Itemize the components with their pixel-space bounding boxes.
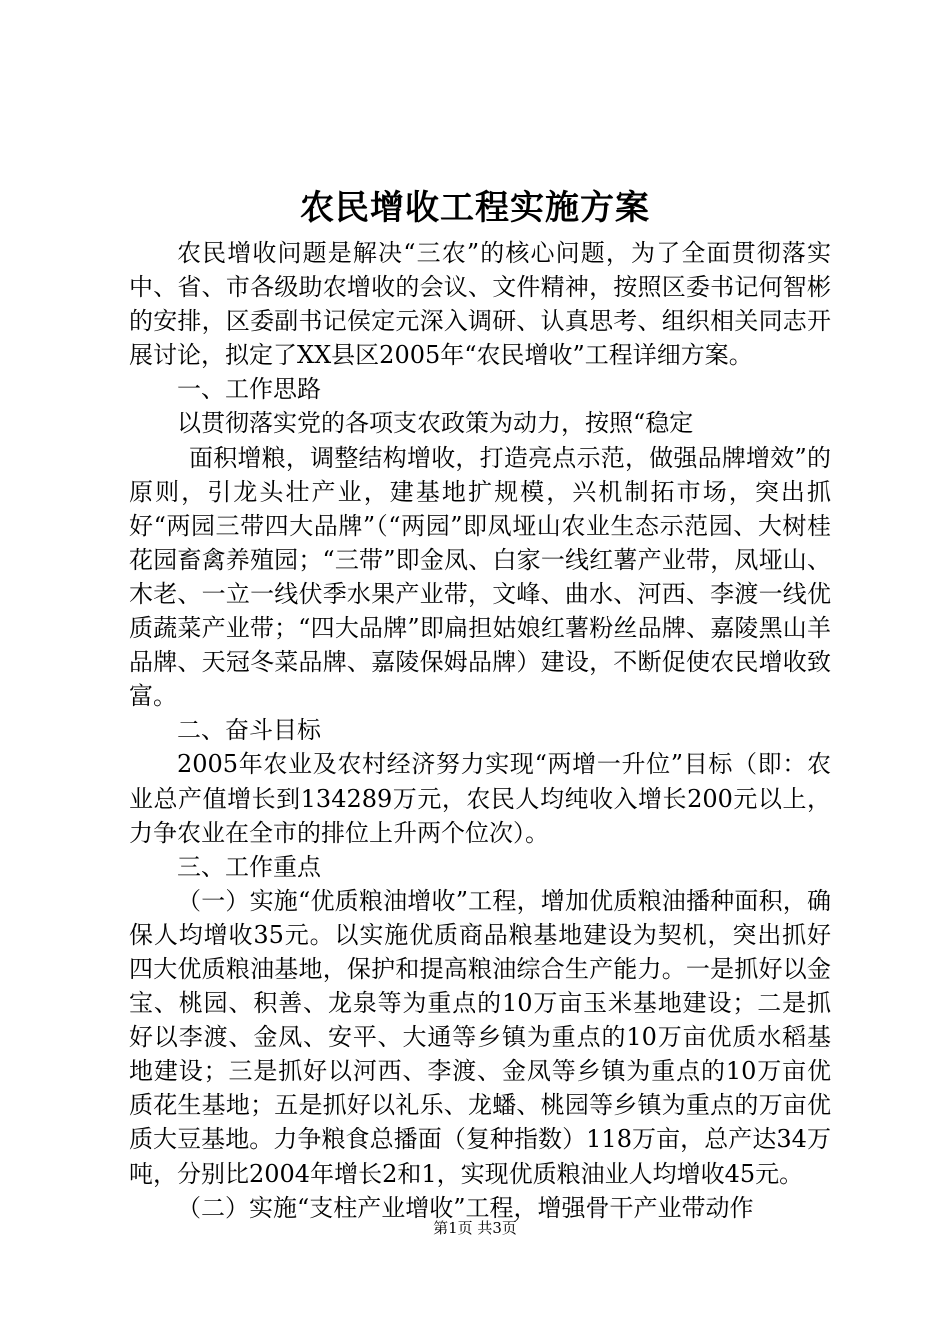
work-approach-paragraph-start: 以贯彻落实党的各项支农政策为动力，按照“稳定 <box>177 409 694 438</box>
intro-paragraph: 农民增收问题是解决“三农”的核心问题，为了全面贯彻落实中、省、市各级助农增收的会议、文件精神，按照区委书记何智彬的安排，区委副书记侯定元深入调研、认真思考、组织相关同志开展讨论，拟定了XX县区2005年“农民增收”工程详细方案。 <box>129 239 831 370</box>
section-heading-goals: 二、奋斗目标 <box>177 716 321 745</box>
section-heading-key-work: 三、工作重点 <box>177 852 321 881</box>
key-work-item-2-paragraph: （二）实施“支柱产业增收”工程，增强骨干产业带动作 <box>177 1193 754 1222</box>
page-footer: 第1页 共3页 <box>433 1219 517 1237</box>
document-body <box>129 236 831 1225</box>
document-title: 农民增收工程实施方案 <box>300 188 650 228</box>
section-heading-work-approach: 一、工作思路 <box>177 375 321 404</box>
work-approach-paragraph-continued: 面积增粮，调整结构增收，打造亮点示范，做强品牌增效”的原则，引龙头壮产业，建基地扩规模，兴机制拓市场，突出抓好“两园三带四大品牌”（“两园”即凤垭山农业生态示范园、大树桂花园畜禽养殖园；“三带”即金凤、白家一线红薯产业带，凤垭山、木老、一立一线伏季水果产业带，文峰、曲水、河西、李渡一线优质蔬菜产业带；“四大品牌”即扁担姑娘红薯粉丝品牌、嘉陵黑山羊品牌、天冠冬菜品牌、嘉陵保姆品牌）建设，不断促使农民增收致富。 <box>129 443 831 711</box>
goals-paragraph: 2005年农业及农村经济努力实现“两增一升位”目标（即：农业总产值增长到134289万元，农民人均纯收入增长200元以上，力争农业在全市的排位上升两个位次）。 <box>129 750 831 847</box>
key-work-item-1-paragraph: （一）实施“优质粮油增收”工程，增加优质粮油播种面积，确保人均增收35元。以实施优质商品粮基地建设为契机，突出抓好四大优质粮油基地，保护和提高粮油综合生产能力。一是抓好以金宝、桃园、积善、龙泉等为重点的10万亩玉米基地建设；二是抓好以李渡、金凤、安平、大通等乡镇为重点的10万亩优质水稻基地建设；三是抓好以河西、李渡、金凤等乡镇为重点的10万亩优质花生基地；五是抓好以礼乐、龙蟠、桃园等乡镇为重点的万亩优质大豆基地。力争粮食总播面（复种指数）118万亩，总产达34万吨，分别比2004年增长2和1，实现优质粮油业人均增收45元。 <box>129 886 831 1188</box>
